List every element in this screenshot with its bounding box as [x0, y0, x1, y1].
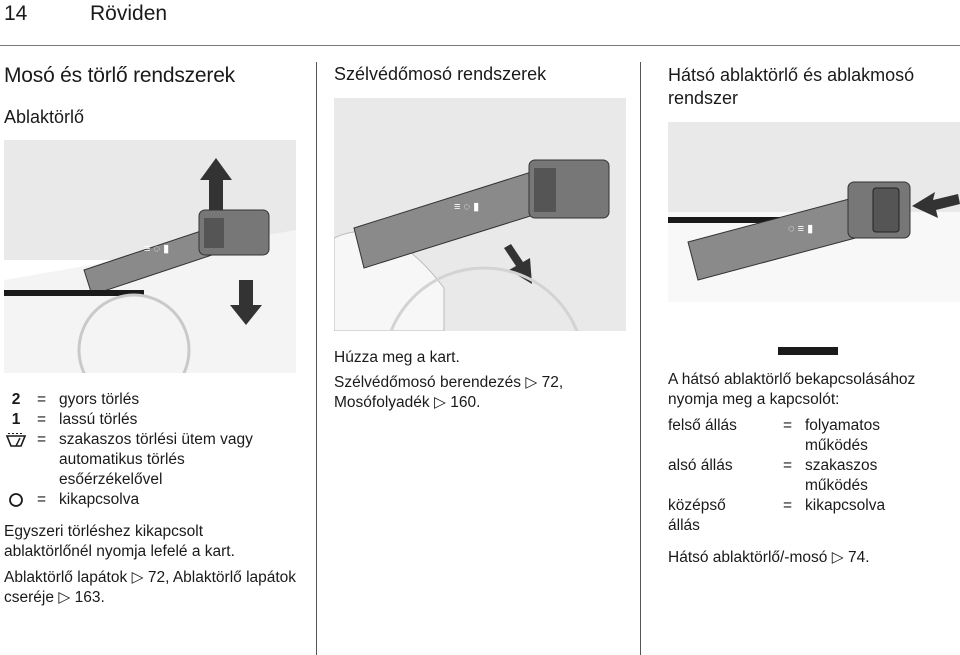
reference-text: Ablaktörlő lapátok	[4, 569, 132, 586]
table-eq: =	[783, 497, 793, 514]
arrow-reference-icon: ▷	[433, 394, 446, 411]
washer-section-heading: Szélvédőmosó rendszerek	[334, 64, 547, 84]
legend-eq: =	[37, 491, 47, 508]
legend-text: szakaszos törlési ütem vagy automatikus törlés esőérzékelővel	[59, 431, 253, 488]
rear-wiper-section-heading: Hátsó ablaktörlő és ablakmosó rendszer	[668, 65, 915, 108]
wiper-blades-reference	[4, 568, 304, 608]
table-eq: =	[783, 457, 793, 474]
table-row	[668, 496, 958, 536]
reference-text: Mosófolyadék	[334, 394, 434, 411]
column-divider	[640, 62, 641, 655]
reference-text: Hátsó ablaktörlő/-mosó	[668, 549, 832, 566]
legend-eq: =	[37, 431, 47, 448]
legend-row	[4, 390, 314, 410]
column-divider	[316, 62, 317, 655]
arrow-reference-icon: ▷	[58, 589, 71, 606]
table-label: felső állás	[668, 417, 737, 434]
rear-wiper-intro: A hátsó ablaktörlő bekapcsolásához nyomja meg a kapcsolót:	[668, 371, 916, 408]
intermittent-wipe-icon	[4, 430, 28, 455]
legend-eq: =	[37, 391, 47, 408]
reference-link[interactable]: 163.	[74, 589, 105, 606]
reference-link[interactable]: 72,	[541, 374, 564, 391]
rear-washer-reference	[668, 548, 958, 568]
section-title: Röviden	[90, 2, 168, 25]
legend-row	[4, 410, 314, 430]
wiper-section-heading: Mosó és törlő rendszerek	[4, 64, 235, 87]
table-value: folyamatos működés	[805, 417, 880, 454]
reference-link[interactable]: 160.	[450, 394, 481, 411]
single-wipe-paragraph: Egyszeri törléshez kikapcsolt ablaktörlőnél nyomja lefelé a kart.	[4, 523, 235, 560]
legend-row	[4, 430, 314, 490]
table-row	[668, 416, 958, 454]
wiper-subheading: Ablaktörlő	[4, 107, 85, 127]
table-label: alsó állás	[668, 457, 733, 474]
pull-lever-text: Húzza meg a kart.	[334, 349, 460, 366]
svg-text:◌ ≡ ▮: ◌ ≡ ▮	[788, 223, 814, 235]
page-number: 14	[4, 2, 28, 25]
arrow-reference-icon: ▷	[831, 549, 844, 566]
off-circle-icon	[4, 490, 28, 514]
reference-link[interactable]: 74.	[848, 549, 870, 566]
legend-eq: =	[37, 411, 47, 428]
svg-text:≡ ◌ ▮: ≡ ◌ ▮	[144, 243, 170, 255]
table-row	[668, 456, 958, 494]
legend-symbol: 1	[11, 411, 21, 428]
arrow-reference-icon: ▷	[131, 569, 144, 586]
legend-symbol: 2	[11, 391, 21, 408]
svg-text:≡ ◌ ▮: ≡ ◌ ▮	[454, 201, 480, 213]
legend-text: lassú törlés	[59, 411, 138, 428]
rear-wiper-figure	[668, 122, 960, 355]
header-divider	[0, 45, 960, 46]
arrow-reference-icon: ▷	[525, 374, 538, 391]
legend-row	[4, 490, 314, 510]
table-eq: =	[783, 417, 793, 434]
table-value: szakaszos működés	[805, 457, 878, 494]
washer-stalk-figure	[334, 98, 626, 331]
legend-text: gyors törlés	[59, 391, 140, 408]
reference-text: Szélvédőmosó berendezés	[334, 374, 526, 391]
legend-text: kikapcsolva	[59, 491, 140, 508]
wiper-stalk-figure	[4, 140, 296, 373]
table-label: középső állás	[668, 497, 726, 534]
table-value: kikapcsolva	[805, 497, 886, 514]
reference-link[interactable]: 72, Ablaktörlő lapátok cseréje	[4, 569, 297, 606]
washer-reference	[334, 373, 634, 413]
